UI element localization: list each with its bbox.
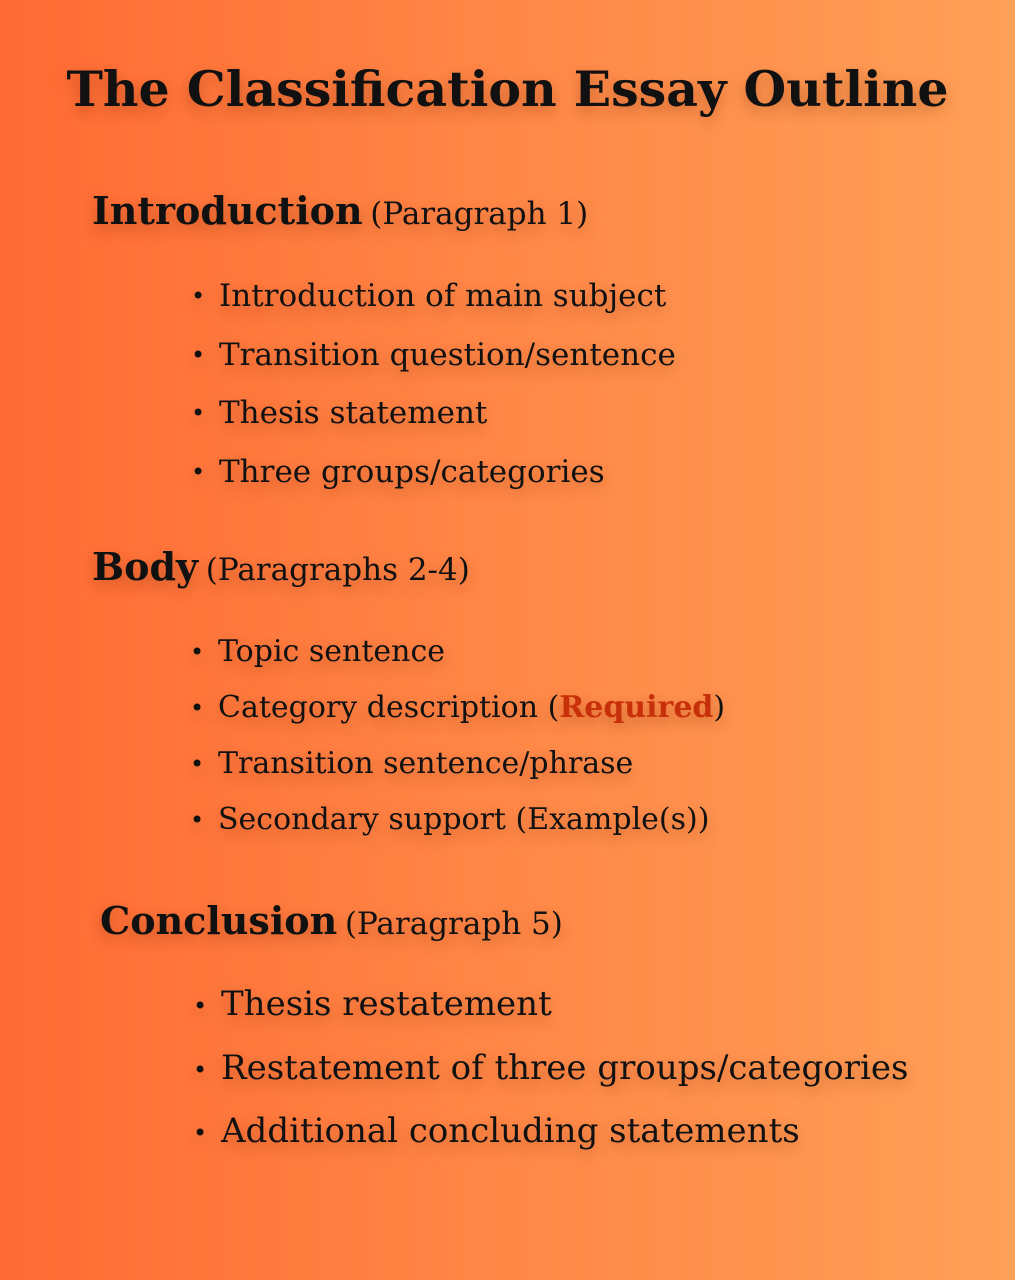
section-heading-conclusion [100,898,563,943]
list-item [190,688,726,744]
required-highlight: Required [559,690,714,725]
bullet-icon: • [190,750,205,778]
list-item [193,980,908,1044]
list-item [193,1044,909,1108]
list-item [191,274,676,333]
list-item-text-prefix: Category description ( [218,690,560,725]
list-item [190,800,725,856]
section-subtitle: (Paragraphs 2-4) [205,552,470,588]
bullet-icon: • [190,806,205,834]
bullet-icon: • [193,1055,208,1084]
bullet-icon: • [190,694,205,722]
section-subtitle: (Paragraph 5) [344,906,563,942]
body-list [190,632,726,856]
section-title: Conclusion [100,898,338,943]
list-item-text: Introduction of main subject [219,278,667,314]
bullet-icon: • [191,399,206,427]
page-title: The Classification Essay Outline [66,60,949,118]
list-item-text: Thesis restatement [221,984,552,1024]
list-item [193,1107,908,1171]
bullet-icon: • [191,282,206,310]
list-item-text: Additional concluding statements [221,1111,800,1151]
list-item-text: Thesis statement [219,395,488,431]
list-item-text: Restatement of three groups/categories [221,1047,909,1088]
conclusion-list [193,980,909,1171]
list-item [190,744,725,800]
section-subtitle: (Paragraph 1) [370,196,589,232]
list-item-text: Three groups/categories [219,453,605,490]
introduction-list [191,274,676,508]
bullet-icon: • [191,457,206,486]
bullet-icon: • [191,340,206,369]
list-item [191,450,676,509]
list-item-text-suffix: ) [713,690,726,725]
section-heading-introduction [92,188,588,233]
bullet-icon: • [193,992,208,1020]
list-item-text: Secondary support (Example(s)) [218,802,710,837]
list-item-text: Topic sentence [218,634,446,669]
list-item-text: Transition question/sentence [219,336,676,373]
section-title: Introduction [92,188,363,233]
list-item-text: Transition sentence/phrase [218,746,634,781]
bullet-icon: • [193,1119,208,1147]
list-item [190,632,725,688]
section-title: Body [92,544,199,589]
bullet-icon: • [190,638,205,666]
list-item [191,391,676,450]
section-heading-body [92,544,470,589]
list-item [191,333,676,392]
